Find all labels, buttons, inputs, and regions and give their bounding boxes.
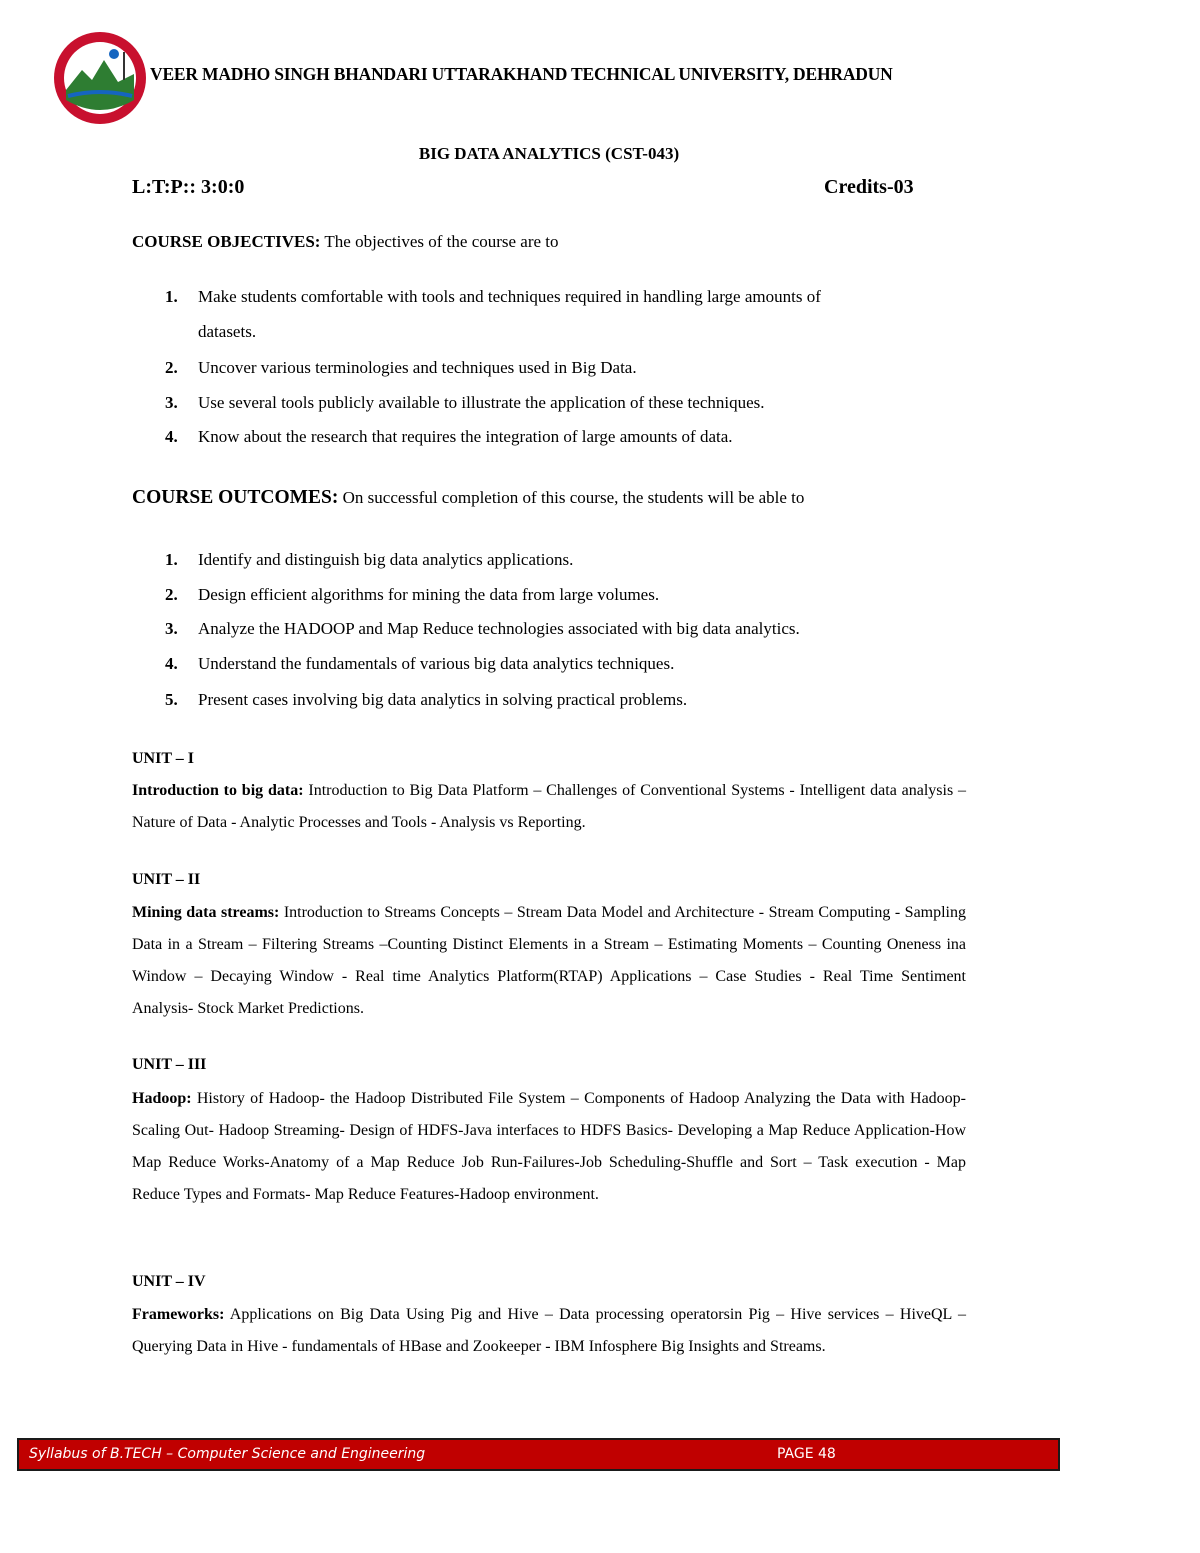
footer-page-number: PAGE 48 — [777, 1446, 836, 1462]
unit-topic: Mining data streams: — [132, 904, 280, 921]
objective-item: Make students comfortable with tools and techniques required in handling large amounts of — [198, 287, 821, 306]
unit-description — [132, 897, 966, 1025]
outcome-number: 5. — [165, 690, 178, 709]
outcome-number: 1. — [165, 550, 178, 569]
outcome-item: Understand the fundamentals of various big data analytics techniques. — [198, 654, 675, 673]
objective-number: 4. — [165, 427, 178, 446]
unit-topic: Introduction to big data: — [132, 782, 304, 799]
outcome-item: Design efficient algorithms for mining the data from large volumes. — [198, 585, 660, 604]
unit-title: UNIT – III — [132, 1056, 207, 1073]
objective-item: Use several tools publicly available to illustrate the application of these techniques. — [198, 393, 765, 412]
unit-text: Applications on Big Data Using Pig and Hive – Data processing operatorsin Pig – Hive services – HiveQL – Querying Data in Hive - fundamentals of HBase and Zookeeper - IBM Infosphere Big Insights and Streams. — [132, 1306, 966, 1355]
university-logo — [52, 30, 148, 126]
outcomes-intro — [132, 487, 804, 509]
outcomes-heading: COURSE OUTCOMES: — [132, 487, 339, 508]
unit-title: UNIT – I — [132, 750, 194, 767]
outcomes-intro-text: On successful completion of this course, the students will be able to — [338, 488, 805, 507]
page-footer — [17, 1438, 1060, 1471]
unit-description — [132, 1299, 966, 1363]
objective-number: 1. — [165, 287, 178, 306]
unit-topic: Hadoop: — [132, 1090, 192, 1107]
unit-title: UNIT – IV — [132, 1273, 206, 1290]
unit-description — [132, 775, 966, 839]
unit-title: UNIT – II — [132, 871, 201, 888]
credits: Credits-03 — [824, 176, 914, 198]
outcome-number: 2. — [165, 585, 178, 604]
objectives-intro — [132, 232, 559, 252]
objective-item-continued: datasets. — [198, 322, 257, 341]
objectives-heading: COURSE OBJECTIVES: — [132, 232, 321, 251]
objective-number: 3. — [165, 393, 178, 412]
outcome-item: Present cases involving big data analytics in solving practical problems. — [198, 690, 688, 709]
objective-item: Uncover various terminologies and techniques used in Big Data. — [198, 358, 637, 377]
objective-number: 2. — [165, 358, 178, 377]
unit-description — [132, 1083, 966, 1211]
footer-syllabus-label: Syllabus of B.TECH – Computer Science and Engineering — [29, 1446, 426, 1462]
ltp-scheme: L:T:P:: 3:0:0 — [132, 176, 245, 198]
unit-text: Introduction to Streams Concepts – Stream Data Model and Architecture - Stream Computing - Sampling Data in a Stream – Filtering Streams –Counting Distinct Elements in a Stream – Estimating Moments – Counting Oneness ina Window – Decaying Window - Real time Analytics Platform(RTAP) Applications – Case Studies - Real Time Sentiment Analysis- Stock Market Predictions. — [132, 904, 967, 1017]
unit-text: History of Hadoop- the Hadoop Distributed File System – Components of Hadoop Analyzing the Data with Hadoop- Scaling Out- Hadoop Streaming- Design of HDFS-Java interfaces to HDFS Basics- Developing a Map Reduce Application-How Map Reduce Works-Anatomy of a Map Reduce Job Run-Failures-Job Scheduling-Shuffle and Sort – Task execution - Map Reduce Types and Formats- Map Reduce Features-Hadoop environment. — [132, 1090, 966, 1203]
outcome-item: Analyze the HADOOP and Map Reduce technologies associated with big data analytics. — [198, 619, 800, 638]
university-name: VEER MADHO SINGH BHANDARI UTTARAKHAND TECHNICAL UNIVERSITY, DEHRADUN — [150, 64, 893, 84]
objective-item: Know about the research that requires the integration of large amounts of data. — [198, 427, 733, 446]
course-title: BIG DATA ANALYTICS (CST-043) — [418, 144, 680, 163]
objectives-intro-text: The objectives of the course are to — [320, 232, 559, 251]
outcome-item: Identify and distinguish big data analytics applications. — [198, 550, 574, 569]
outcome-number: 4. — [165, 654, 178, 673]
unit-topic: Frameworks: — [132, 1306, 225, 1323]
outcome-number: 3. — [165, 619, 178, 638]
unit-text: Introduction to Big Data Platform – Challenges of Conventional Systems - Intelligent data analysis – Nature of Data - Analytic Processes and Tools - Analysis vs Reporting. — [132, 782, 967, 831]
